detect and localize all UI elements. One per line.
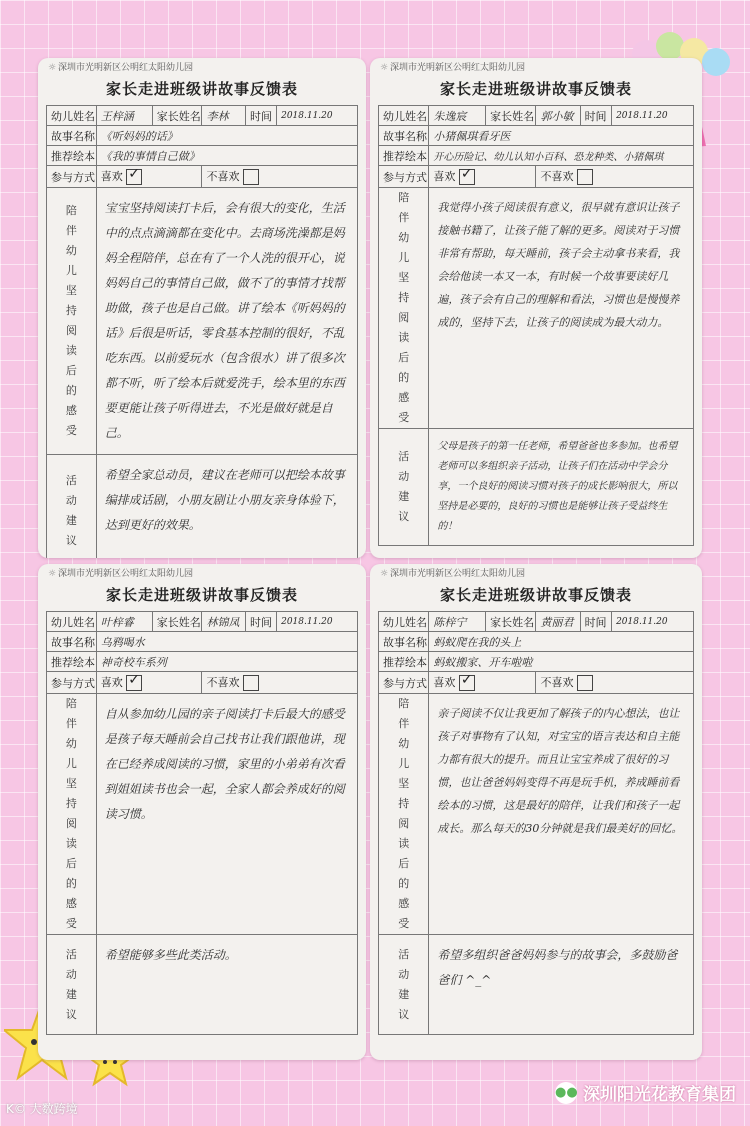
recommended-book-label: 推荐绘本 (47, 652, 97, 672)
child-name-label: 幼儿姓名 (47, 106, 97, 126)
like-checkbox (459, 169, 475, 185)
like-option: 喜欢 ✓ (96, 672, 202, 694)
persist-feeling-label: 陪 伴 幼 儿 坚 持 阅 读 后 的 感 受 (379, 188, 429, 429)
recommended-book-label: 推荐绘本 (379, 146, 429, 166)
persist-feeling-text: 自从参加幼儿园的亲子阅读打卡后最大的感受是孩子每天睡前会自己找书让我们跟他讲，现在已经养成阅读的习惯，家里的小弟弟有次看到姐姐读书也会一起，全家人都会养成好的阅读习惯。 (96, 694, 357, 935)
persist-feeling-label: 陪 伴 幼 儿 坚 持 阅 读 后 的 感 受 (47, 694, 97, 935)
suggestion-text: 父母是孩子的第一任老师，希望爸爸也多参加。也希望老师可以多组织亲子活动，让孩子们在活动中学会分享，一个良好的阅读习惯对孩子的成长影响很大，所以坚持是必要的，良好的习惯也是能够让孩子受益终生的！ (429, 429, 694, 546)
parent-name-value: 林锦凤 (202, 612, 246, 632)
corner-watermark: K© 大数跨境 (6, 1102, 78, 1116)
school-logo-icon: ☼ (47, 569, 57, 579)
parent-name-label: 家长姓名 (486, 106, 536, 126)
feedback-sheet-3 (38, 564, 366, 1060)
recommended-book-value: 蚂蚁搬家、开车啦啦 (429, 652, 694, 672)
recommended-book-value: 神奇校车系列 (96, 652, 357, 672)
feedback-form-table (378, 105, 694, 546)
dislike-checkbox (243, 169, 259, 185)
parent-name-value: 黄丽君 (536, 612, 580, 632)
suggestion-label: 活 动 建 议 (379, 429, 429, 546)
story-name-label: 故事名称 (379, 126, 429, 146)
dislike-option: 不喜欢 (536, 672, 694, 694)
persist-feeling-text: 亲子阅读不仅让我更加了解孩子的内心想法，也让孩子对事物有了认知，对宝宝的语言表达和自主能力都有很大的提升。而且让宝宝养成了很好的习惯，也让爸爸妈妈变得不再是玩手机，养成睡前看绘本的习惯，这是最好的陪伴，让我们和孩子一起成长。那么每天的30分钟就是我们最美好的回忆。 (429, 694, 694, 935)
story-name-value: 《听妈妈的话》 (96, 126, 357, 146)
story-name-label: 故事名称 (47, 632, 97, 652)
watermark (555, 1080, 736, 1105)
school-logo-icon: ☼ (379, 63, 389, 73)
time-label: 时间 (246, 106, 277, 126)
story-name-value: 小猪佩琪看牙医 (429, 126, 694, 146)
feedback-form-table (378, 611, 694, 1035)
time-label: 时间 (246, 612, 277, 632)
form-title: 家长走进班级讲故事反馈表 (439, 80, 632, 98)
dislike-checkbox (577, 169, 593, 185)
feedback-sheet-1 (38, 58, 366, 558)
like-checkbox (459, 675, 475, 691)
participation-label: 参与方式 (47, 166, 97, 188)
feedback-sheet-2 (370, 58, 702, 558)
watermark-text: 深圳阳光花教育集团 (583, 1085, 736, 1105)
recommended-book-value: 开心历险记、幼儿认知小百科、恐龙种类、小猪佩琪 (429, 146, 694, 166)
suggestion-label: 活 动 建 议 (47, 935, 97, 1035)
recommended-book-label: 推荐绘本 (379, 652, 429, 672)
sheet-header: ☼ 深圳市光明新区公明红太阳幼儿园 (379, 569, 526, 579)
feedback-form-table (46, 611, 358, 1035)
school-logo-icon: ☼ (379, 569, 389, 579)
recommended-book-value: 《我的事情自己做》 (96, 146, 357, 166)
participation-label: 参与方式 (379, 166, 429, 188)
sheet-header: ☼ 深圳市光明新区公明红太阳幼儿园 (47, 569, 194, 579)
child-name-label: 幼儿姓名 (379, 106, 429, 126)
time-value: 2018.11.20 (277, 612, 358, 632)
persist-feeling-text: 我觉得小孩子阅读很有意义，很早就有意识让孩子接触书籍了，让孩子能了解的更多。阅读对于习惯非常有帮助，每天睡前，孩子会主动拿书来看，我会给他读一本又一本，有时候一个故事要读好几遍，孩子会有自己的理解和看法，习惯也是慢慢养成的，坚持下去，让孩子的阅读成为最大动力。 (429, 188, 694, 429)
parent-name-label: 家长姓名 (152, 612, 202, 632)
time-label: 时间 (580, 106, 612, 126)
persist-feeling-label: 陪 伴 幼 儿 坚 持 阅 读 后 的 感 受 (379, 694, 429, 935)
story-name-label: 故事名称 (379, 632, 429, 652)
child-name-label: 幼儿姓名 (379, 612, 429, 632)
suggestion-text: 希望能够多些此类活动。 (96, 935, 357, 1035)
persist-feeling-label: 陪 伴 幼 儿 坚 持 阅 读 后 的 感 受 (47, 188, 97, 455)
child-name-value: 叶梓睿 (96, 612, 152, 632)
dislike-option: 不喜欢 (202, 166, 358, 188)
dislike-option: 不喜欢 (202, 672, 358, 694)
like-checkbox (126, 675, 142, 691)
dislike-checkbox (577, 675, 593, 691)
suggestion-text: 希望多组织爸爸妈妈参与的故事会，多鼓励爸爸们 ^_^ (429, 935, 694, 1035)
suggestion-label: 活 动 建 议 (47, 455, 97, 559)
child-name-label: 幼儿姓名 (47, 612, 97, 632)
time-value: 2018.11.20 (612, 106, 694, 126)
feedback-sheet-4 (370, 564, 702, 1060)
child-name-value: 陈梓宁 (429, 612, 486, 632)
child-name-value: 王梓涵 (96, 106, 152, 126)
participation-label: 参与方式 (379, 672, 429, 694)
wechat-icon: ●● (555, 1082, 577, 1104)
dislike-option: 不喜欢 (536, 166, 694, 188)
story-name-value: 蚂蚁爬在我的头上 (429, 632, 694, 652)
feedback-form-table (46, 105, 358, 558)
time-label: 时间 (580, 612, 612, 632)
story-name-value: 乌鸦喝水 (96, 632, 357, 652)
like-option: 喜欢 ✓ (429, 166, 536, 188)
story-name-label: 故事名称 (47, 126, 97, 146)
parent-name-label: 家长姓名 (152, 106, 202, 126)
like-checkbox (126, 169, 142, 185)
form-title: 家长走进班级讲故事反馈表 (105, 586, 298, 604)
time-value: 2018.11.20 (277, 106, 358, 126)
parent-name-label: 家长姓名 (486, 612, 536, 632)
parent-name-value: 郭小敏 (536, 106, 580, 126)
form-title: 家长走进班级讲故事反馈表 (105, 80, 298, 98)
participation-label: 参与方式 (47, 672, 97, 694)
child-name-value: 朱逸宸 (429, 106, 486, 126)
school-logo-icon: ☼ (47, 63, 57, 73)
suggestion-text: 希望全家总动员，建议在老师可以把绘本故事编排成话剧，小朋友剧让小朋友亲身体验下，达到更好的效果。 (96, 455, 357, 559)
like-option: 喜欢 ✓ (96, 166, 202, 188)
like-option: 喜欢 ✓ (429, 672, 536, 694)
dislike-checkbox (243, 675, 259, 691)
form-title: 家长走进班级讲故事反馈表 (439, 586, 632, 604)
recommended-book-label: 推荐绘本 (47, 146, 97, 166)
sheet-header: ☼ 深圳市光明新区公明红太阳幼儿园 (379, 63, 526, 73)
parent-name-value: 李林 (202, 106, 246, 126)
time-value: 2018.11.20 (612, 612, 694, 632)
persist-feeling-text: 宝宝坚持阅读打卡后，会有很大的变化，生活中的点点滴滴都在变化中。去商场洗澡都是妈妈全程陪伴，总在有了一个人洗的很开心，说妈妈自己的事情自己做，做不了的事情才找帮助做，孩子也是自己做。讲了绘本《听妈妈的话》后很是听话，零食基本控制的很好，不乱吃东西。以前爱玩水（包含很水）讲了很多次都不听，听了绘本后就爱洗手，绘本里的东西要更能让孩子听得进去，不光是做好就是自己。 (96, 188, 357, 455)
suggestion-label: 活 动 建 议 (379, 935, 429, 1035)
sheet-header: ☼ 深圳市光明新区公明红太阳幼儿园 (47, 63, 194, 73)
